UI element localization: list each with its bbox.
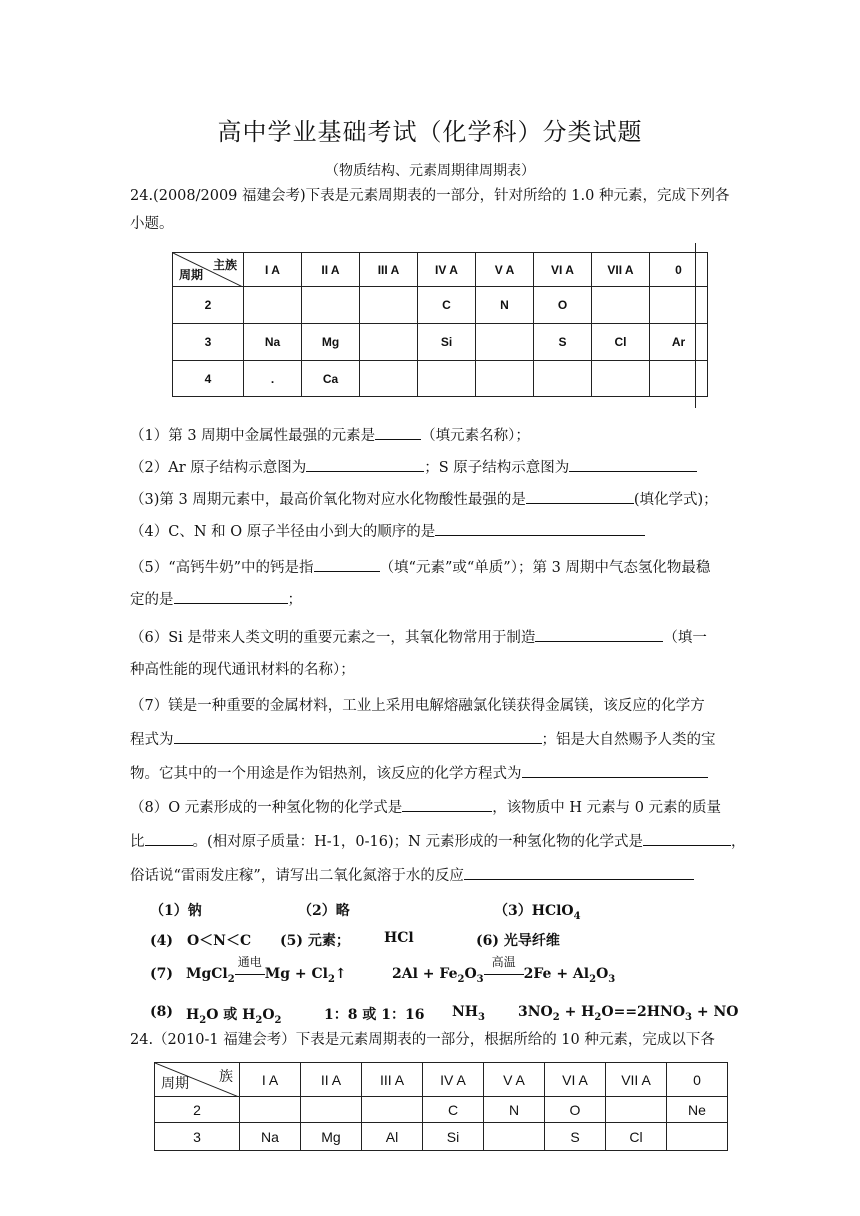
question-8-cont: 比 。(相对原子质量：H-1，0-16)；N 元素形成的一种氢化物的化学式是 ， bbox=[130, 830, 730, 852]
element-cell: Si bbox=[423, 1123, 484, 1151]
element-cell: N bbox=[484, 1097, 545, 1123]
period-cell: 3 bbox=[173, 324, 244, 361]
column-header: III A bbox=[362, 1063, 423, 1097]
question-3: （3)第 3 周期元素中，最高价氧化物对应水化物酸性最强的是 (填化学式)； bbox=[130, 488, 730, 510]
corner-bottom-label: 周期 bbox=[161, 1075, 189, 1091]
element-cell bbox=[592, 287, 650, 324]
column-header: I A bbox=[244, 253, 302, 287]
element-cell bbox=[650, 287, 708, 324]
element-cell: Si bbox=[418, 324, 476, 361]
answer-7-label: (7) bbox=[150, 966, 173, 982]
element-cell bbox=[360, 324, 418, 361]
column-header: II A bbox=[301, 1063, 362, 1097]
answer-8-label: (8) bbox=[150, 1004, 173, 1020]
answer-7-equation-1: MgCl$_2$ 通电 $Mg + Cl_2↑$ bbox=[186, 955, 347, 985]
column-header: VII A bbox=[606, 1063, 667, 1097]
table-row bbox=[155, 1123, 728, 1151]
element-cell bbox=[244, 287, 302, 324]
element-cell: Mg bbox=[302, 324, 360, 361]
question-7-cont2: 物。它其中的一个用途是作为铝热剂，该反应的化学方程式为 bbox=[130, 762, 730, 784]
element-cell bbox=[240, 1097, 301, 1123]
element-cell: N bbox=[476, 287, 534, 324]
element-cell bbox=[592, 361, 650, 397]
answer-1: （1）钠 bbox=[150, 903, 202, 919]
question-intro-cont: 小题。 bbox=[130, 216, 174, 232]
question-4: （4）C、N 和 O 原子半径由小到大的顺序的是 bbox=[130, 520, 730, 542]
column-header: IV A bbox=[418, 253, 476, 287]
element-cell: S bbox=[534, 324, 592, 361]
element-cell: Na bbox=[240, 1123, 301, 1151]
element-cell: Cl bbox=[606, 1123, 667, 1151]
question-8-cont2: 俗话说“雷雨发庄稼”，请写出二氧化氮溶于水的反应 bbox=[130, 864, 730, 886]
element-cell: . bbox=[244, 361, 302, 397]
answer-8-formulas: $H_2O$ 或 $H_2O_2$ bbox=[186, 1007, 282, 1026]
element-cell bbox=[534, 361, 592, 397]
element-cell: O bbox=[545, 1097, 606, 1123]
element-cell bbox=[476, 324, 534, 361]
page-subtitle: （物质结构、元素周期律周期表） bbox=[325, 163, 535, 179]
element-cell: Ca bbox=[302, 361, 360, 397]
answer-6: (6) 光导纤维 bbox=[476, 933, 560, 949]
answer-8-ratio: 1：8 或 1：16 bbox=[324, 1007, 425, 1023]
period-cell: 2 bbox=[173, 287, 244, 324]
column-header: III A bbox=[360, 253, 418, 287]
table-row bbox=[173, 324, 708, 361]
column-header: V A bbox=[484, 1063, 545, 1097]
periodic-table-2 bbox=[154, 1062, 728, 1151]
answer-5: (5) 元素； bbox=[280, 933, 350, 949]
element-cell bbox=[650, 361, 708, 397]
element-cell bbox=[418, 361, 476, 397]
element-cell: S bbox=[545, 1123, 606, 1151]
element-cell bbox=[606, 1097, 667, 1123]
column-header: 0 bbox=[650, 253, 708, 287]
column-header: VII A bbox=[592, 253, 650, 287]
corner-top-label: 主族 bbox=[212, 258, 237, 272]
column-header: I A bbox=[240, 1063, 301, 1097]
column-header: V A bbox=[476, 253, 534, 287]
answer-8-equation: $3NO_2 + H_2O==2HNO_3$ + NO bbox=[518, 1004, 739, 1023]
answer-4: (4) O＜N＜C bbox=[150, 933, 252, 949]
question-6-cont: 种高性能的现代通讯材料的名称）； bbox=[130, 662, 355, 678]
element-cell bbox=[476, 361, 534, 397]
element-cell bbox=[362, 1097, 423, 1123]
page-title: 高中学业基础考试（化学科）分类试题 bbox=[217, 118, 643, 146]
question-2: （2）Ar 原子结构示意图为 ；S 原子结构示意图为 bbox=[130, 456, 730, 478]
question-5: （5）“高钙牛奶”中的钙是指 （填“元素”或“单质”）；第 3 周期中气态氢化物最稳 bbox=[130, 556, 730, 578]
column-header: 0 bbox=[667, 1063, 728, 1097]
column-header: IV A bbox=[423, 1063, 484, 1097]
element-cell: O bbox=[534, 287, 592, 324]
column-header: VI A bbox=[534, 253, 592, 287]
element-cell: Ne bbox=[667, 1097, 728, 1123]
period-cell: 3 bbox=[155, 1123, 240, 1151]
question-7-cont: 程式为 ；铝是大自然赐予人类的宝 bbox=[130, 728, 730, 750]
element-cell: Al bbox=[362, 1123, 423, 1151]
question-5-cont: 定的是 ； bbox=[130, 588, 730, 610]
element-cell bbox=[667, 1123, 728, 1151]
element-cell: C bbox=[418, 287, 476, 324]
element-cell bbox=[302, 287, 360, 324]
element-cell: Na bbox=[244, 324, 302, 361]
element-cell: Ar bbox=[650, 324, 708, 361]
answer-2: （2）略 bbox=[298, 903, 350, 919]
table-row bbox=[173, 361, 708, 397]
element-cell bbox=[360, 287, 418, 324]
table-corner bbox=[155, 1063, 240, 1097]
element-cell: Mg bbox=[301, 1123, 362, 1151]
answer-5b: HCl bbox=[384, 930, 414, 946]
table-edge-line bbox=[695, 243, 696, 408]
element-cell bbox=[360, 361, 418, 397]
question-6: （6）Si 是带来人类文明的重要元素之一，其氧化物常用于制造 （填一 bbox=[130, 626, 730, 648]
question-intro: 24.(2008/2009 福建会考)下表是元素周期表的一部分，针对所给的 1.0 种元素，完成下列各 bbox=[130, 188, 730, 204]
element-cell bbox=[301, 1097, 362, 1123]
column-header: VI A bbox=[545, 1063, 606, 1097]
table-row bbox=[155, 1097, 728, 1123]
question-8: （8）O 元素形成的一种氢化物的化学式是 ，该物质中 H 元素与 0 元素的质量 bbox=[130, 796, 730, 818]
periodic-table-1 bbox=[172, 252, 708, 397]
question-intro-2: 24.（2010-1 福建会考）下表是元素周期表的一部分，根据所给的 10 种元素，完成以下各 bbox=[130, 1032, 715, 1048]
answer-7-equation-2: $2Al + Fe_2O_3$ 高温 $2Fe + Al_2O_3$ bbox=[392, 955, 616, 985]
question-1: （1）第 3 周期中金属性最强的元素是 （填元素名称）； bbox=[130, 424, 730, 446]
column-header: II A bbox=[302, 253, 360, 287]
element-cell: Cl bbox=[592, 324, 650, 361]
period-cell: 4 bbox=[173, 361, 244, 397]
element-cell bbox=[484, 1123, 545, 1151]
question-7: （7）镁是一种重要的金属材料，工业上采用电解熔融氯化镁获得金属镁，该反应的化学方 bbox=[130, 698, 705, 714]
answer-3: （3）HClO$_4$ bbox=[494, 903, 581, 922]
answer-8-nh3: $NH_3$ bbox=[452, 1004, 485, 1023]
corner-top-label: 族 bbox=[219, 1068, 233, 1084]
element-cell: C bbox=[423, 1097, 484, 1123]
table-corner bbox=[173, 253, 244, 287]
period-cell: 2 bbox=[155, 1097, 240, 1123]
table-row bbox=[173, 287, 708, 324]
corner-bottom-label: 周期 bbox=[179, 268, 204, 282]
